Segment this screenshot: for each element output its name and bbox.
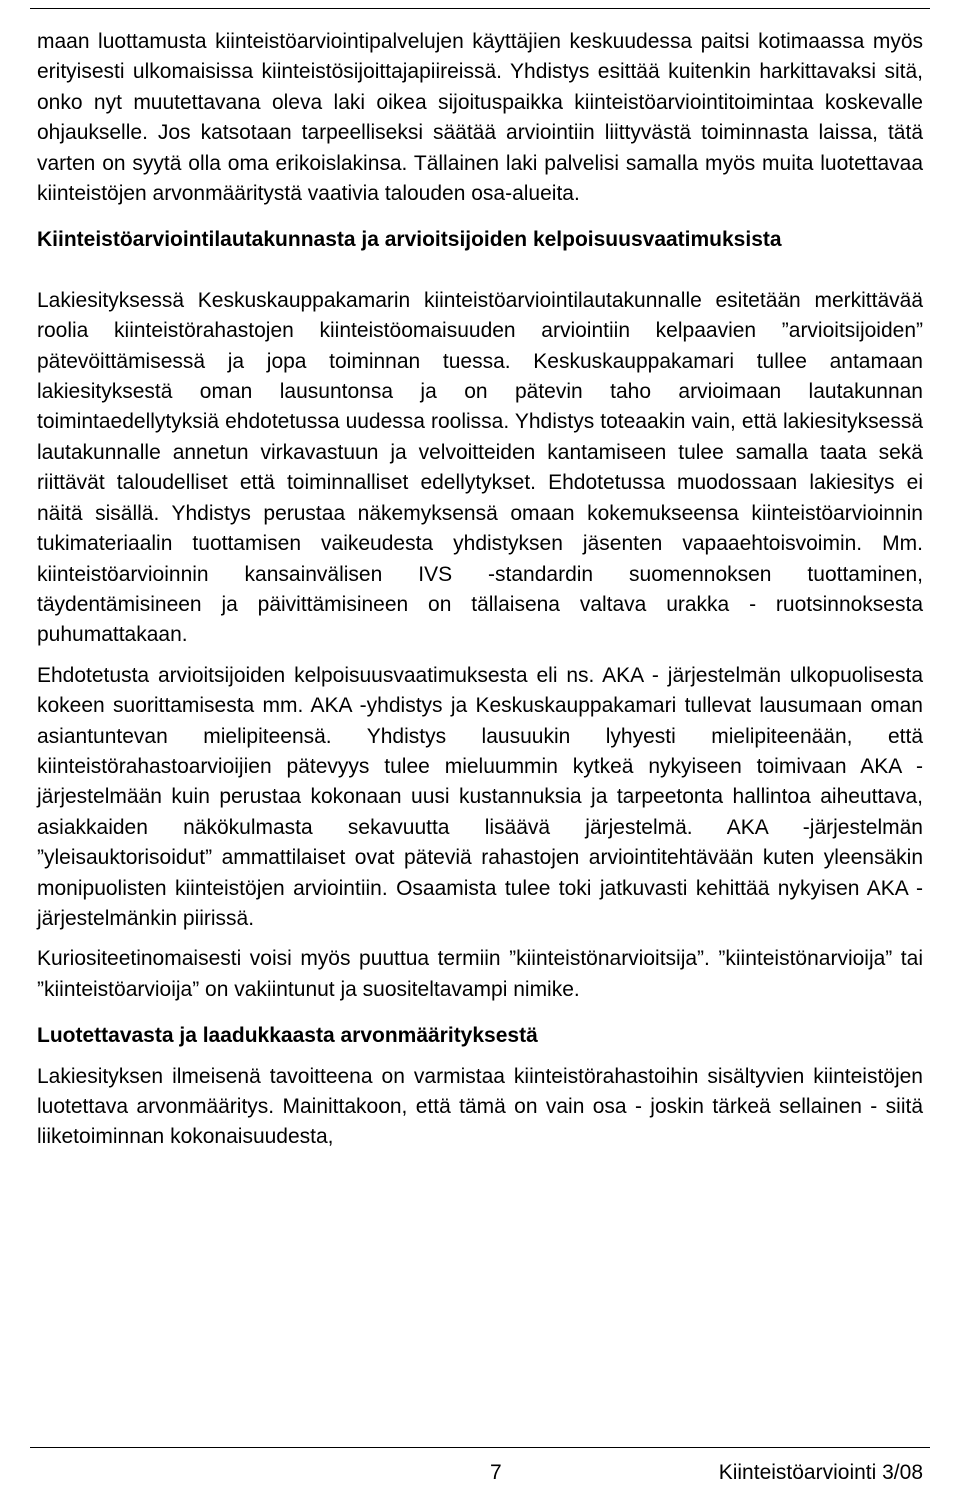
document-body — [37, 27, 923, 1153]
paragraph-2: Lakiesityksessä Keskuskauppakamarin kiinteistöarviointilautakunnalle esitetään merkittävää roolia kiinteistörahastojen kiinteistöomaisuuden arviointiin kelpaavien ”arvioitsijoiden” pätevöittämisessä ja jopa toiminnan tuessa. Keskuskauppakamari tullee antamaan lakiesityksestä oman lausuntonsa ja on pätevin taho arvioimaan lautakunnan toimintaedellytyksiä ehdotetussa uudessa roolissa. Yhdistys toteaakin vain, että lakiesityksessä lautakunnalle annetun virkavastuun ja velvoitteiden kantamiseen tulee samalla taata sekä riittävät taloudelliset että toiminnalliset edellytykset. Ehdotetussa muodossaan lakiesitys ei näitä sisällä. Yhdistys perustaa näkemyksensä omaan kokemukseensa kiinteistöarvioinnin tukimateriaalin tuottamisen vaikeudesta yhdistyksen jäsenten vapaaehtoisvoimin. Mm. kiinteistöarvioinnin kansainvälisen IVS -standardin suomennoksen tuottaminen, täydentämisineen ja päivittämisineen on tällaisena valtava urakka - ruotsinnoksesta puhumattakaan. — [37, 288, 923, 647]
header-rule — [30, 8, 930, 9]
paragraph-1: maan luottamusta kiinteistöarviointipalvelujen käyttäjien keskuudessa paitsi kotimaassa myös erityisesti ulkomaisissa kiinteistösijoittajapiireissä. Yhdistys esittää kuitenkin harkittavaksi sitä, onko nyt muutettavana oleva laki oikea sijoituspaikka kiinteistöarviointitoimintaa koskevalle ohjaukselle. Jos katsotaan tarpeelliseksi säätää arviointiin liittyvästä toiminnasta laissa, tätä varten on syytä olla oma erikoislakinsa. Tällainen laki palvelisi samalla myös muita luotettavaa kiinteistöjen arvonmääritystä vaativia talouden osa-alueita. — [37, 30, 923, 206]
paragraph-4: Kuriositeetinomaisesti voisi myös puuttua termiin ”kiinteistönarvioitsija”. ”kiinteistönarvioija” tai ”kiinteistöarvioija” on vakiintunut ja suositeltavampi nimike. — [37, 947, 923, 1001]
section-heading-lautakunta: Kiinteistöarviointilautakunnasta ja arvioitsijoiden kelpoisuusvaatimuksista — [37, 228, 782, 252]
section-heading-arvonmaaritys: Luotettavasta ja laadukkaasta arvonmäärityksestä — [37, 1024, 538, 1048]
page-footer — [37, 1461, 923, 1485]
paragraph-5: Lakiesityksen ilmeisenä tavoitteena on varmistaa kiinteistörahastoihin sisältyvien kiinteistöjen luotettava arvonmääritys. Mainittakoon, että tämä on vain osa - joskin tärkeä sellainen - siitä liiketoiminnan kokonaisuudesta, — [37, 1064, 923, 1149]
paragraph-3: Ehdotetusta arvioitsijoiden kelpoisuusvaatimuksesta eli ns. AKA - järjestelmän ulkopuolisesta kokeen suorittamisesta mm. AKA -yhdistys ja Keskuskauppakamari tullevat lausumaan oman asiantuntevan mielipiteensä. Yhdistys lausuukin lyhyesti mielipiteenään, että kiinteistörahastoarvioijien pätevyys tulee mieluummin kytkeä nykyiseen toimivaan AKA - järjestelmään kuin perustaa kokonaan uusi kustannuksia ja tarpeetonta hallintoa aiheuttava, asiakkaiden näkökulmasta sekavuutta lisäävä järjestelmä. AKA -järjestelmän ”yleisauktorisoidut” ammattilaiset ovat päteviä rahastojen arviointitehtävään kuten yleensäkin monipuolisten kiinteistöjen arviointiin. Osaamista tulee toki jatkuvasti kehittää nykyisen AKA - järjestelmänkin piirissä. — [37, 663, 923, 930]
footer-rule — [30, 1447, 930, 1448]
page-number: 7 — [490, 1461, 502, 1484]
publication-reference: Kiinteistöarviointi 3/08 — [718, 1461, 923, 1484]
